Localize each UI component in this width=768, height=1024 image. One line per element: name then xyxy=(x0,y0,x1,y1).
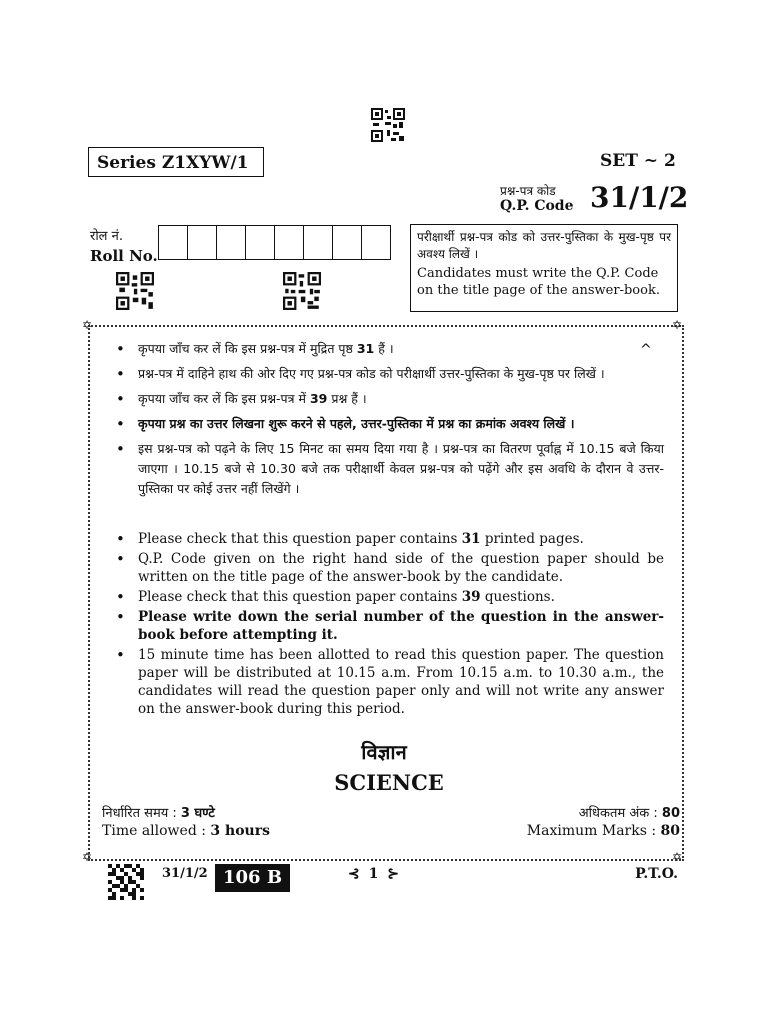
qr-code-icon xyxy=(371,108,405,142)
roll-no-digit-box[interactable] xyxy=(217,226,246,259)
roll-no-digit-box[interactable] xyxy=(159,226,188,259)
qr-code-icon xyxy=(283,272,321,310)
roll-no-label: Roll No. xyxy=(90,247,158,265)
max-marks-hindi: अधिकतम अंक : 80 xyxy=(578,806,680,821)
star-ornament-icon: ✡ xyxy=(672,850,683,864)
footer-code: 31/1/2 xyxy=(162,866,208,881)
page-ornament-icon: ⊱ xyxy=(387,866,399,882)
time-allowed: Time allowed : 3 hours xyxy=(102,823,270,839)
subject-english: SCIENCE xyxy=(334,770,444,795)
roll-no-hindi-label: रोल नं. xyxy=(90,229,123,244)
candidate-note-english: Candidates must write the Q.P. Code on the title page of the answer-book. xyxy=(417,266,660,298)
qp-code-value: 31/1/2 xyxy=(590,181,689,214)
roll-no-digit-box[interactable] xyxy=(362,226,390,259)
candidate-note-box xyxy=(410,224,678,312)
instruction-item: • Q.P. Code given on the right hand side of the question paper should be written on the title page of the answer-book by the candidate. xyxy=(108,550,664,586)
instruction-item: • कृपया जाँच कर लें कि इस प्रश्न-पत्र में मुद्रित पृष्ठ 31 हैं । xyxy=(108,339,664,359)
instruction-item: • प्रश्न-पत्र में दाहिने हाथ की ओर दिए गए प्रश्न-पत्र कोड को परीक्षार्थी उत्तर-पुस्तिका के मुख-पृष्ठ पर लिखें । xyxy=(108,364,664,384)
instruction-item: • Please check that this question paper contains 39 questions. xyxy=(108,588,664,606)
star-ornament-icon: ✡ xyxy=(672,318,683,332)
star-ornament-icon: ✡ xyxy=(82,850,93,864)
qr-code-icon xyxy=(108,864,144,900)
instruction-item: • कृपया प्रश्न का उत्तर लिखना शुरू करने से पहले, उत्तर-पुस्तिका में प्रश्न का क्रमांक अवश्य लिखें । xyxy=(108,414,664,434)
pto-label: P.T.O. xyxy=(635,866,678,882)
caret-mark: ^ xyxy=(640,342,652,358)
roll-no-digit-box[interactable] xyxy=(304,226,333,259)
subject-hindi: विज्ञान xyxy=(361,740,407,764)
candidate-note-hindi: परीक्षार्थी प्रश्न-पत्र कोड को उत्तर-पुस्तिका के मुख-पृष्ठ पर अवश्य लिखें । xyxy=(417,230,671,261)
star-ornament-icon: ✡ xyxy=(82,318,93,332)
roll-no-digit-box[interactable] xyxy=(275,226,304,259)
time-allowed-hindi: निर्धारित समय : 3 घण्टे xyxy=(102,806,215,821)
instruction-item: • 15 minute time has been allotted to read this question paper. The question paper will be distributed at 10.15 a.m. From 10.15 a.m. to 10.30 a.m., the candidates will read the question paper only and will not write any answer on the answer-book during this period. xyxy=(108,646,664,718)
roll-no-digit-box[interactable] xyxy=(188,226,217,259)
instruction-item: • इस प्रश्न-पत्र को पढ़ने के लिए 15 मिनट का समय दिया गया है । प्रश्न-पत्र का वितरण पूर्वाह्न में 10.15 बजे किया जाएगा । 10.15 बजे से 10.30 बजे तक परीक्षार्थी केवल प्रश्न-पत्र को पढ़ेंगे और इस अवधि के दौरान वे उत्तर-पुस्तिका पर कोई उत्तर नहीं लिखेंगे । xyxy=(108,439,664,499)
instructions-english-list xyxy=(108,530,664,720)
qr-code-icon xyxy=(116,272,154,310)
instruction-item: • Please write down the serial number of the question in the answer-book before attempting it. xyxy=(108,608,664,644)
qp-code-hindi-label: प्रश्न-पत्र कोड xyxy=(500,184,556,198)
instruction-item: • कृपया जाँच कर लें कि इस प्रश्न-पत्र में 39 प्रश्न हैं । xyxy=(108,389,664,409)
set-label: SET ~ 2 xyxy=(600,151,676,171)
roll-no-digit-box[interactable] xyxy=(333,226,362,259)
series-label: Series Z1XYW/1 xyxy=(88,147,264,177)
page-number: ⊰ 1 ⊱ xyxy=(348,866,399,882)
footer-badge: 106 B xyxy=(215,864,290,892)
instruction-item: • Please check that this question paper contains 31 printed pages. xyxy=(108,530,664,548)
roll-no-boxes[interactable] xyxy=(158,225,391,260)
instructions-hindi-list xyxy=(108,339,664,504)
max-marks: Maximum Marks : 80 xyxy=(526,823,680,839)
roll-no-digit-box[interactable] xyxy=(246,226,275,259)
qp-code-label: Q.P. Code xyxy=(500,198,574,214)
page-ornament-icon: ⊰ xyxy=(348,866,360,882)
